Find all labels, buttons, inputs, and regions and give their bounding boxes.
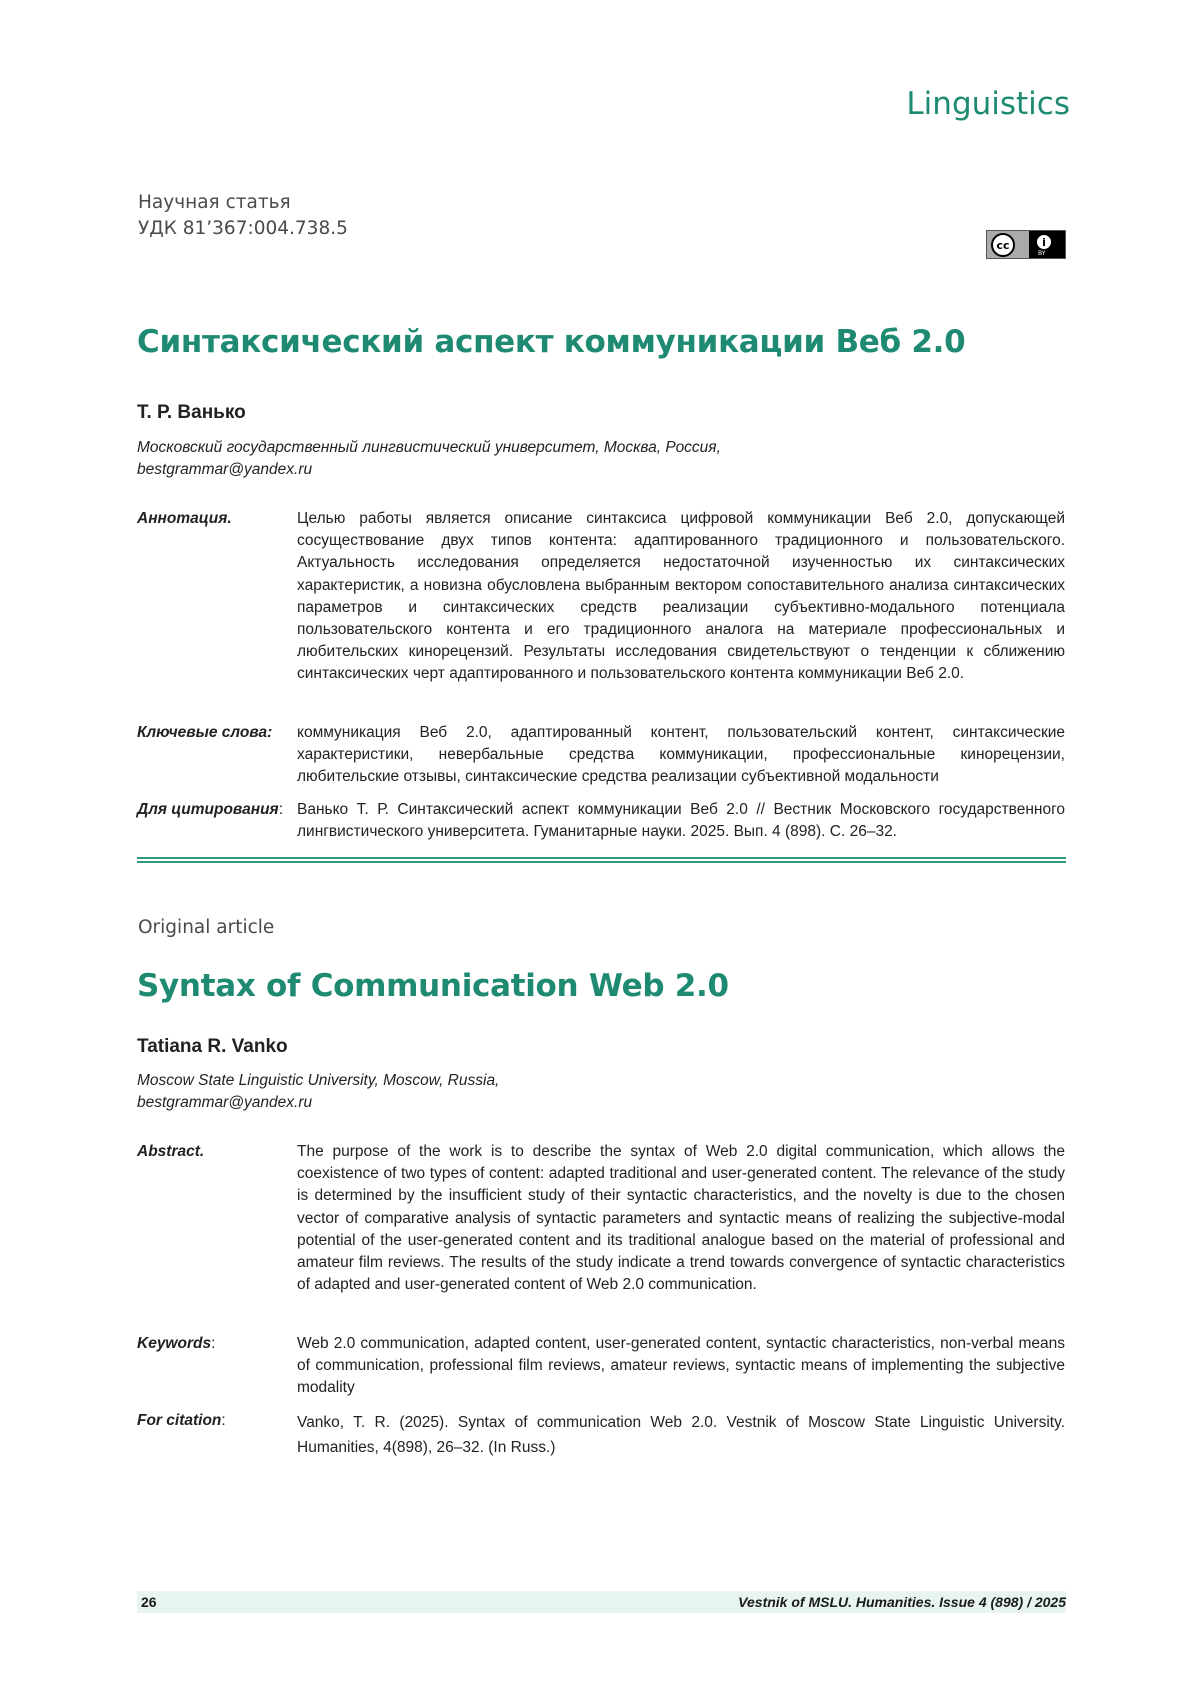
author-name-en: Tatiana R. Vanko: [137, 1036, 288, 1058]
keywords-text-en: Web 2.0 communication, adapted content, user-generated content, syntactic characteristics, non-verbal means of communication, professional film reviews, amateur reviews, syntactic means of implementing the subjective modality: [297, 1333, 1065, 1400]
by-label: BY: [1038, 250, 1045, 257]
article-type-en: Original article: [138, 917, 274, 938]
email-link-ru[interactable]: bestgrammar@yandex.ru: [137, 459, 837, 481]
page-title-ru: Синтаксический аспект коммуникации Веб 2.0: [137, 324, 965, 360]
citation-label-en-text: For citation: [137, 1412, 221, 1429]
udk-code: УДК 81’367:004.738.5: [138, 218, 348, 239]
keywords-colon-en: :: [211, 1335, 215, 1352]
affiliation-en: [137, 1070, 837, 1114]
citation-text-ru: Ванько Т. Р. Синтаксический аспект коммуникации Веб 2.0 // Вестник Московского государственного лингвистического университета. Гуманитарные науки. 2025. Вып. 4 (898). С. 26–32.: [297, 799, 1065, 843]
citation-label-en: [137, 1412, 226, 1430]
abstract-text-ru: Целью работы является описание синтаксиса цифровой коммуникации Веб 2.0, допускающей сосуществование двух типов контента: адаптированного традиционного и пользовательского. Актуальность исследования определяется недостаточной изученностью их синтаксических характеристик, а новизна обусловлена выбранным вектором сопоставительного анализа синтаксических параметров и синтаксических средств реализации субъективно-модального потенциала пользовательского контента и его традиционного аналога на материале профессиональных и любительских кинорецензий. Результаты исследования свидетельствуют о тенденции к сближению синтаксических черт адаптированного и пользовательского контента коммуникации Веб 2.0.: [297, 508, 1065, 686]
keywords-text-ru: коммуникация Веб 2.0, адаптированный контент, пользовательский контент, синтаксические характеристики, невербальные средства коммуникации, профессиональные кинорецензии, любительские отзывы, синтаксические средства реализации субъективной модальности: [297, 722, 1065, 789]
attribution-person-icon: i: [1035, 233, 1053, 251]
page-title-en: Syntax of Communication Web 2.0: [137, 968, 729, 1004]
page-number: 26: [141, 1594, 157, 1610]
article-type-ru: Научная статья: [138, 192, 291, 213]
cc-icon: cc: [991, 233, 1015, 257]
abstract-label-ru: Аннотация.: [137, 510, 232, 528]
keywords-label-en-text: Keywords: [137, 1335, 211, 1352]
section-label: Linguistics: [906, 86, 1070, 122]
section-divider-top: [137, 857, 1066, 859]
email-link-en[interactable]: bestgrammar@yandex.ru: [137, 1092, 837, 1114]
abstract-label-en: Abstract.: [137, 1143, 204, 1161]
abstract-text-en: The purpose of the work is to describe the syntax of Web 2.0 digital communication, which allows the coexistence of two types of content: adapted traditional and user-generated content. The relevance of the study is determined by the insufficient study of their syntactic characteristics, and the novelty is due to the chosen vector of comparative analysis of syntactic parameters and syntactic means of realizing the subjective-modal potential of the user-generated content and its traditional analogue based on the material of professional and amateur film reviews. The results of the study indicate a trend towards convergence of syntactic characteristics of adapted and user-generated content of Web 2.0 communication.: [297, 1141, 1065, 1296]
citation-colon-ru: :: [279, 801, 283, 818]
citation-label-ru: [137, 801, 283, 819]
citation-text-en: Vanko, T. R. (2025). Syntax of communication Web 2.0. Vestnik of Moscow State Linguistic University. Humanities, 4(898), 26–32. (In Russ.): [297, 1410, 1065, 1460]
journal-footer: Vestnik of MSLU. Humanities. Issue 4 (898) / 2025: [738, 1594, 1066, 1610]
affiliation-ru: [137, 437, 837, 481]
author-name-ru: Т. Р. Ванько: [137, 402, 246, 424]
citation-colon-en: :: [221, 1412, 225, 1429]
affiliation-text-en: Moscow State Linguistic University, Moscow, Russia,: [137, 1070, 837, 1092]
keywords-label-ru: Ключевые слова:: [137, 724, 272, 742]
citation-label-ru-text: Для цитирования: [137, 801, 279, 818]
affiliation-text-ru: Московский государственный лингвистический университет, Москва, Россия,: [137, 437, 837, 459]
cc-by-license-icon[interactable]: [986, 230, 1066, 259]
section-divider-bottom: [137, 861, 1066, 863]
keywords-label-en: [137, 1335, 215, 1353]
